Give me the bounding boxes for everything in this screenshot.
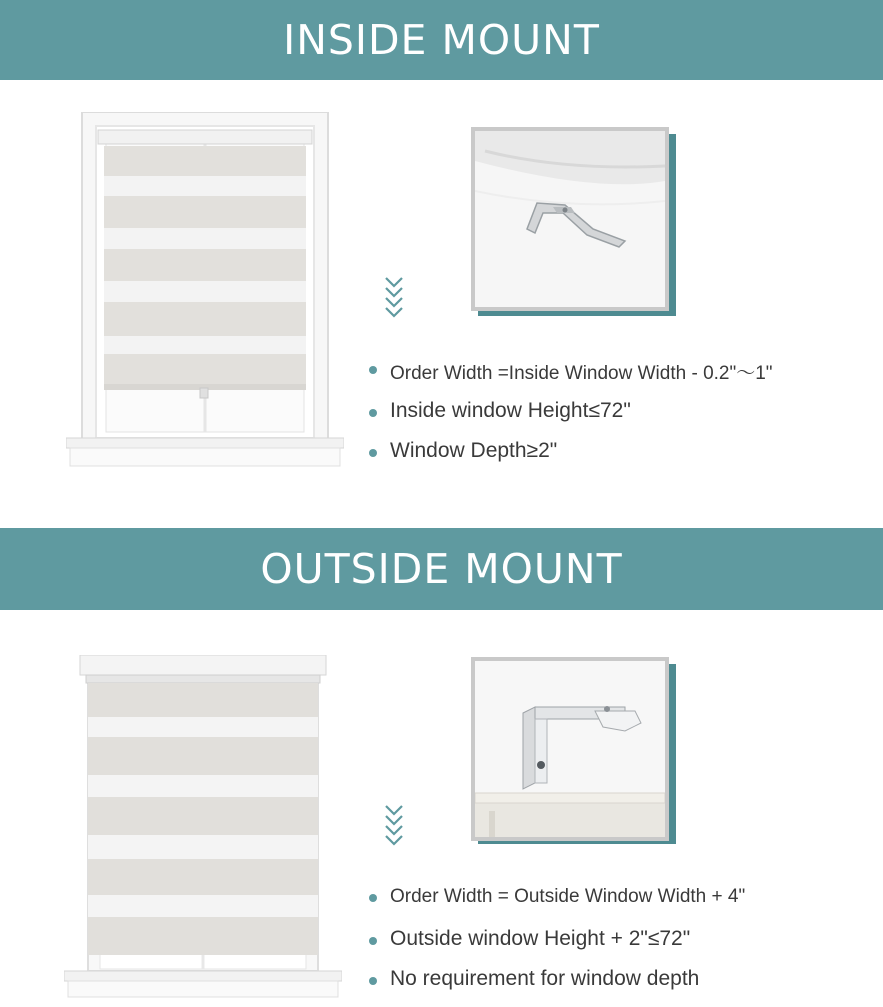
spec-text: Outside window Height + 2"≤72": [390, 927, 691, 950]
inside-mount-title: INSIDE MOUNT: [283, 16, 600, 64]
inside-spec-depth: [366, 439, 773, 479]
spec-text: No requirement for window depth: [390, 967, 700, 990]
outside-spec-list: [366, 886, 745, 1007]
spec-text: Order Width = Outside Window Width + 4": [390, 886, 746, 907]
inside-window-blind-illustration: [66, 112, 344, 468]
bullet-icon: [369, 977, 377, 985]
outside-spec-height: [366, 927, 745, 967]
outside-window-blind-illustration: [64, 655, 342, 999]
bullet-icon: [369, 409, 377, 417]
bracket-photo-icon: [475, 661, 665, 837]
inside-mount-banner: [0, 0, 883, 80]
bracket-photo-icon: [475, 131, 665, 307]
inside-bracket-photo: [471, 127, 669, 311]
bullet-icon: [369, 937, 377, 945]
outside-mount-banner: [0, 528, 883, 610]
inside-chevron-down-icon: [384, 276, 404, 318]
bullet-icon: [369, 449, 377, 457]
bullet-icon: [369, 366, 377, 374]
outside-spec-depth: [366, 967, 745, 1007]
inside-spec-order-width: [366, 358, 773, 399]
outside-spec-order-width: [366, 886, 745, 927]
inside-spec-list: [366, 358, 773, 479]
spec-text: Inside window Height≤72": [390, 399, 631, 422]
outside-bracket-photo: [471, 657, 669, 841]
bullet-icon: [369, 894, 377, 902]
outside-chevron-down-icon: [384, 804, 404, 846]
inside-spec-height: [366, 399, 773, 439]
spec-text: Order Width =Inside Window Width - 0.2"～1": [390, 363, 773, 384]
outside-mount-title: OUTSIDE MOUNT: [260, 545, 623, 593]
spec-text: Window Depth≥2": [390, 439, 558, 462]
